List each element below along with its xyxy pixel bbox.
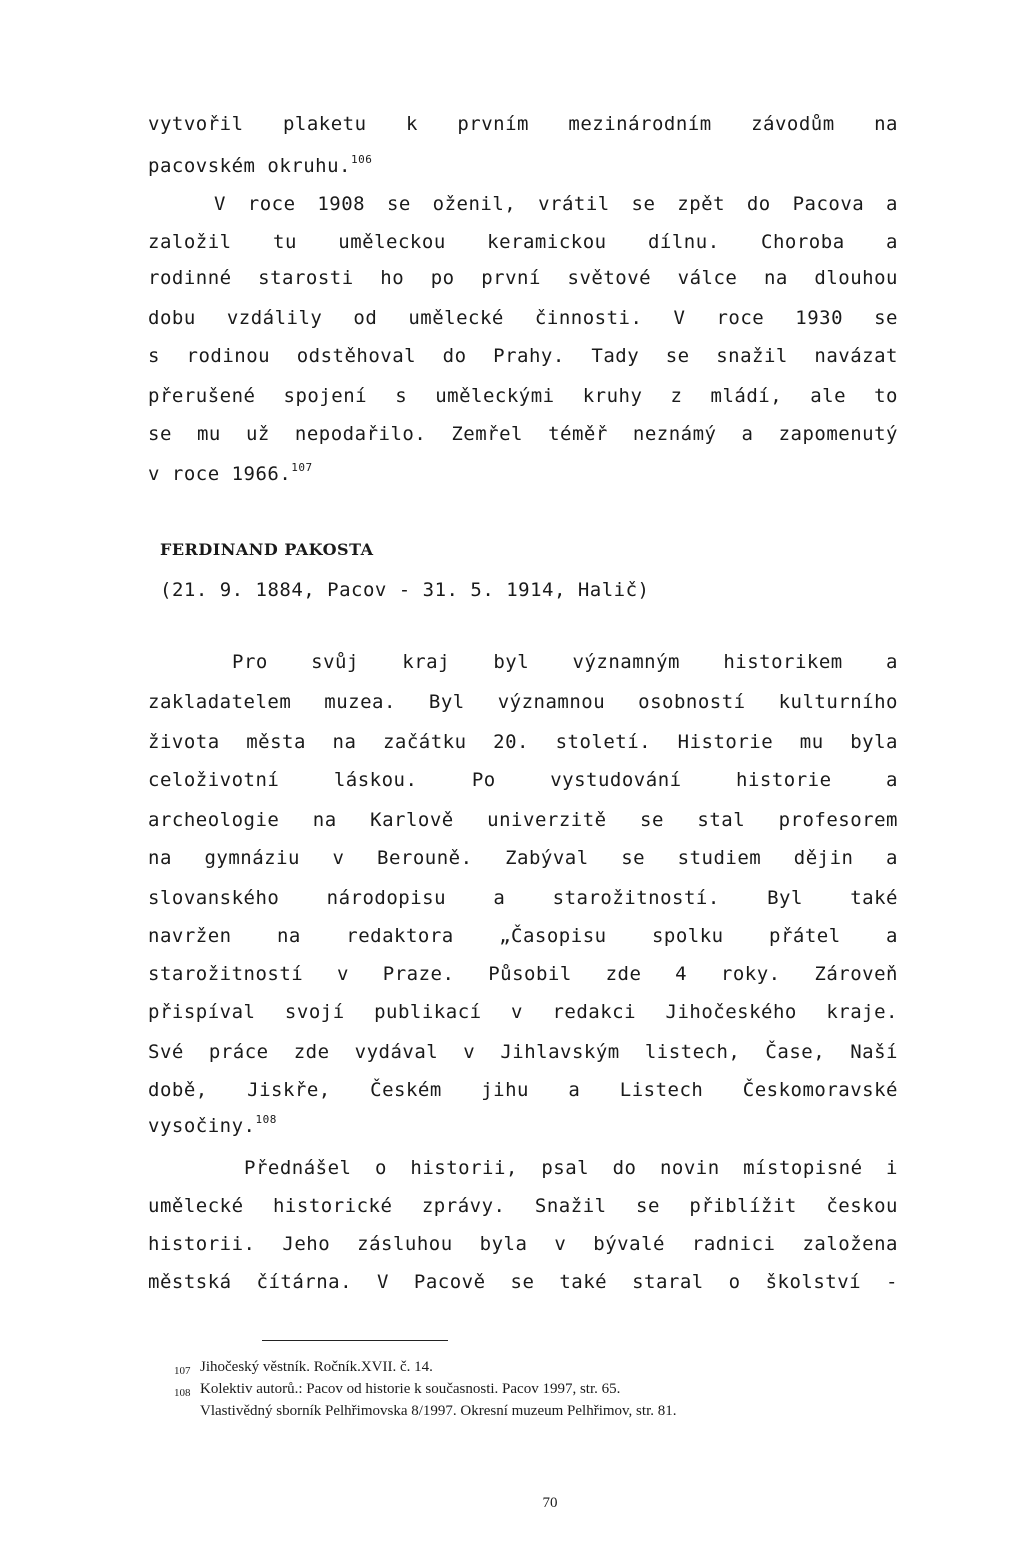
text-line: s rodinou odstěhoval do Prahy. Tady se snažil navázat	[148, 345, 898, 367]
text-line: Pro svůj kraj byl významným historikem a	[232, 651, 898, 673]
text-line: archeologie na Karlově univerzitě se stal profesorem	[148, 809, 898, 831]
footnote-text: Kolektiv autorů.: Pacov od historie k současnosti. Pacov 1997, str. 65.	[200, 1381, 621, 1397]
footnote-ref: 106	[350, 153, 373, 166]
text-line: Přednášel o historii, psal do novin místopisné i	[244, 1157, 898, 1179]
text-line: době, Jiskře, Českém jihu a Listech Českomoravské	[148, 1079, 898, 1101]
footnote-ref: 108	[255, 1113, 277, 1126]
text-line: přerušené spojení s uměleckými kruhy z mládí, ale to	[148, 385, 898, 407]
footnote	[200, 1402, 676, 1420]
footnote-text: Jihočeský věstník. Ročník.XVII. č. 14.	[200, 1359, 433, 1375]
text-line: pacovském okruhu.$^{106}$	[148, 153, 373, 177]
footnote-number: 108	[174, 1387, 191, 1399]
page-number: 70	[542, 1495, 558, 1511]
text-line: historii. Jeho zásluhou byla v bývalé radnici založena	[148, 1233, 898, 1255]
footnote	[174, 1358, 433, 1380]
section-dates: (21. 9. 1884, Pacov - 31. 5. 1914, Halič)	[160, 579, 650, 601]
text-line: starožitností v Praze. Působil zde 4 roky. Zároveň	[148, 963, 898, 985]
text-line: vytvořil plaketu k prvním mezinárodním závodům na	[148, 113, 898, 135]
text-line: vysočiny.$^{108}$	[148, 1113, 277, 1137]
footnote-ref: 107	[291, 461, 313, 474]
text-line: celoživotní láskou. Po vystudování historie a	[148, 769, 898, 791]
text-line: života města na začátku 20. století. Historie mu byla	[148, 731, 898, 753]
text-line: se mu už nepodařilo. Zemřel téměř neznámý a zapomenutý	[148, 423, 898, 445]
text-line: přispíval svojí publikací v redakci Jihočeského kraje.	[148, 1001, 898, 1023]
text-line: rodinné starosti ho po první světové válce na dlouhou	[148, 267, 898, 289]
text-line: městská čítárna. V Pacově se také staral o školství -	[148, 1271, 898, 1293]
text-line: zakladatelem muzea. Byl významnou osobností kulturního	[148, 691, 898, 713]
text-line: navržen na redaktora „Časopisu spolku přátel a	[148, 925, 898, 947]
text-line: slovanského národopisu a starožitností. Byl také	[148, 887, 898, 909]
footnote-number: 107	[174, 1365, 191, 1377]
footnote-text: Vlastivědný sborník Pelhřimovska 8/1997. Okresní muzeum Pelhřimov, str. 81.	[200, 1403, 677, 1419]
text-line: dobu vzdálily od umělecké činnosti. V roce 1930 se	[148, 307, 898, 329]
text-line: umělecké historické zprávy. Snažil se přiblížit českou	[148, 1195, 898, 1217]
text-line: v roce 1966.$^{107}$	[148, 461, 313, 485]
text-line: Své práce zde vydával v Jihlavským listech, Čase, Naší	[148, 1041, 898, 1063]
section-heading: FERDINAND PAKOSTA	[160, 540, 374, 559]
footnote	[174, 1380, 620, 1402]
text-line: založil tu uměleckou keramickou dílnu. Choroba a	[148, 231, 898, 253]
text-line: na gymnáziu v Berouně. Zabýval se studiem dějin a	[148, 847, 898, 869]
footnote-divider	[262, 1340, 448, 1341]
text-line: V roce 1908 se oženil, vrátil se zpět do Pacova a	[214, 193, 898, 215]
